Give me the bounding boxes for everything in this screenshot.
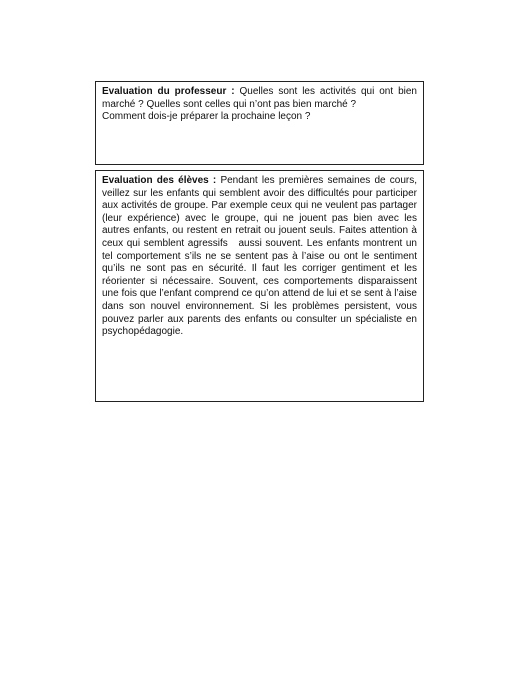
teacher-evaluation-text: Quelles sont les activités qui ont bien marché ? Quelles sont celles qui n’ont pas bien marché ? <box>102 86 417 110</box>
teacher-evaluation-paragraph <box>102 86 417 111</box>
student-evaluation-text: Pendant les premières semaines de cours, veillez sur les enfants qui semblent avoir des difficultés pour participer aux activités de groupe. Par exemple ceux qui ne veulent pas partager (leur expérience) avec le groupe, qui ne jouent pas bien avec les autres enfants, ou restent en retrait ou jouent seuls. Faites attention à ceux qui semblent agressifs aussi souvent. Les enfants montrent un tel comportement s’ils ne se sentent pas à l’aise ou ont le sentiment qu’ils ne sont pas en sécurité. Il faut les corriger gentiment et les réorienter si nécessaire. Souvent, ces comportements disparaissent une fois que l’enfant comprend ce qu’on attend de lui et se sent à l’aise dans son nouvel environnement. Si les problèmes persistent, vous pouvez parler aux parents des enfants ou consulter un spécialiste en psychopédagogie. <box>102 175 420 338</box>
student-evaluation-box <box>95 170 424 402</box>
teacher-evaluation-box <box>95 81 424 165</box>
teacher-evaluation-line2: Comment dois-je préparer la prochaine leçon ? <box>102 111 311 123</box>
student-evaluation-paragraph <box>102 175 420 339</box>
student-evaluation-label: Evaluation des élèves : <box>102 175 217 186</box>
teacher-evaluation-label: Evaluation du professeur : <box>102 86 235 97</box>
